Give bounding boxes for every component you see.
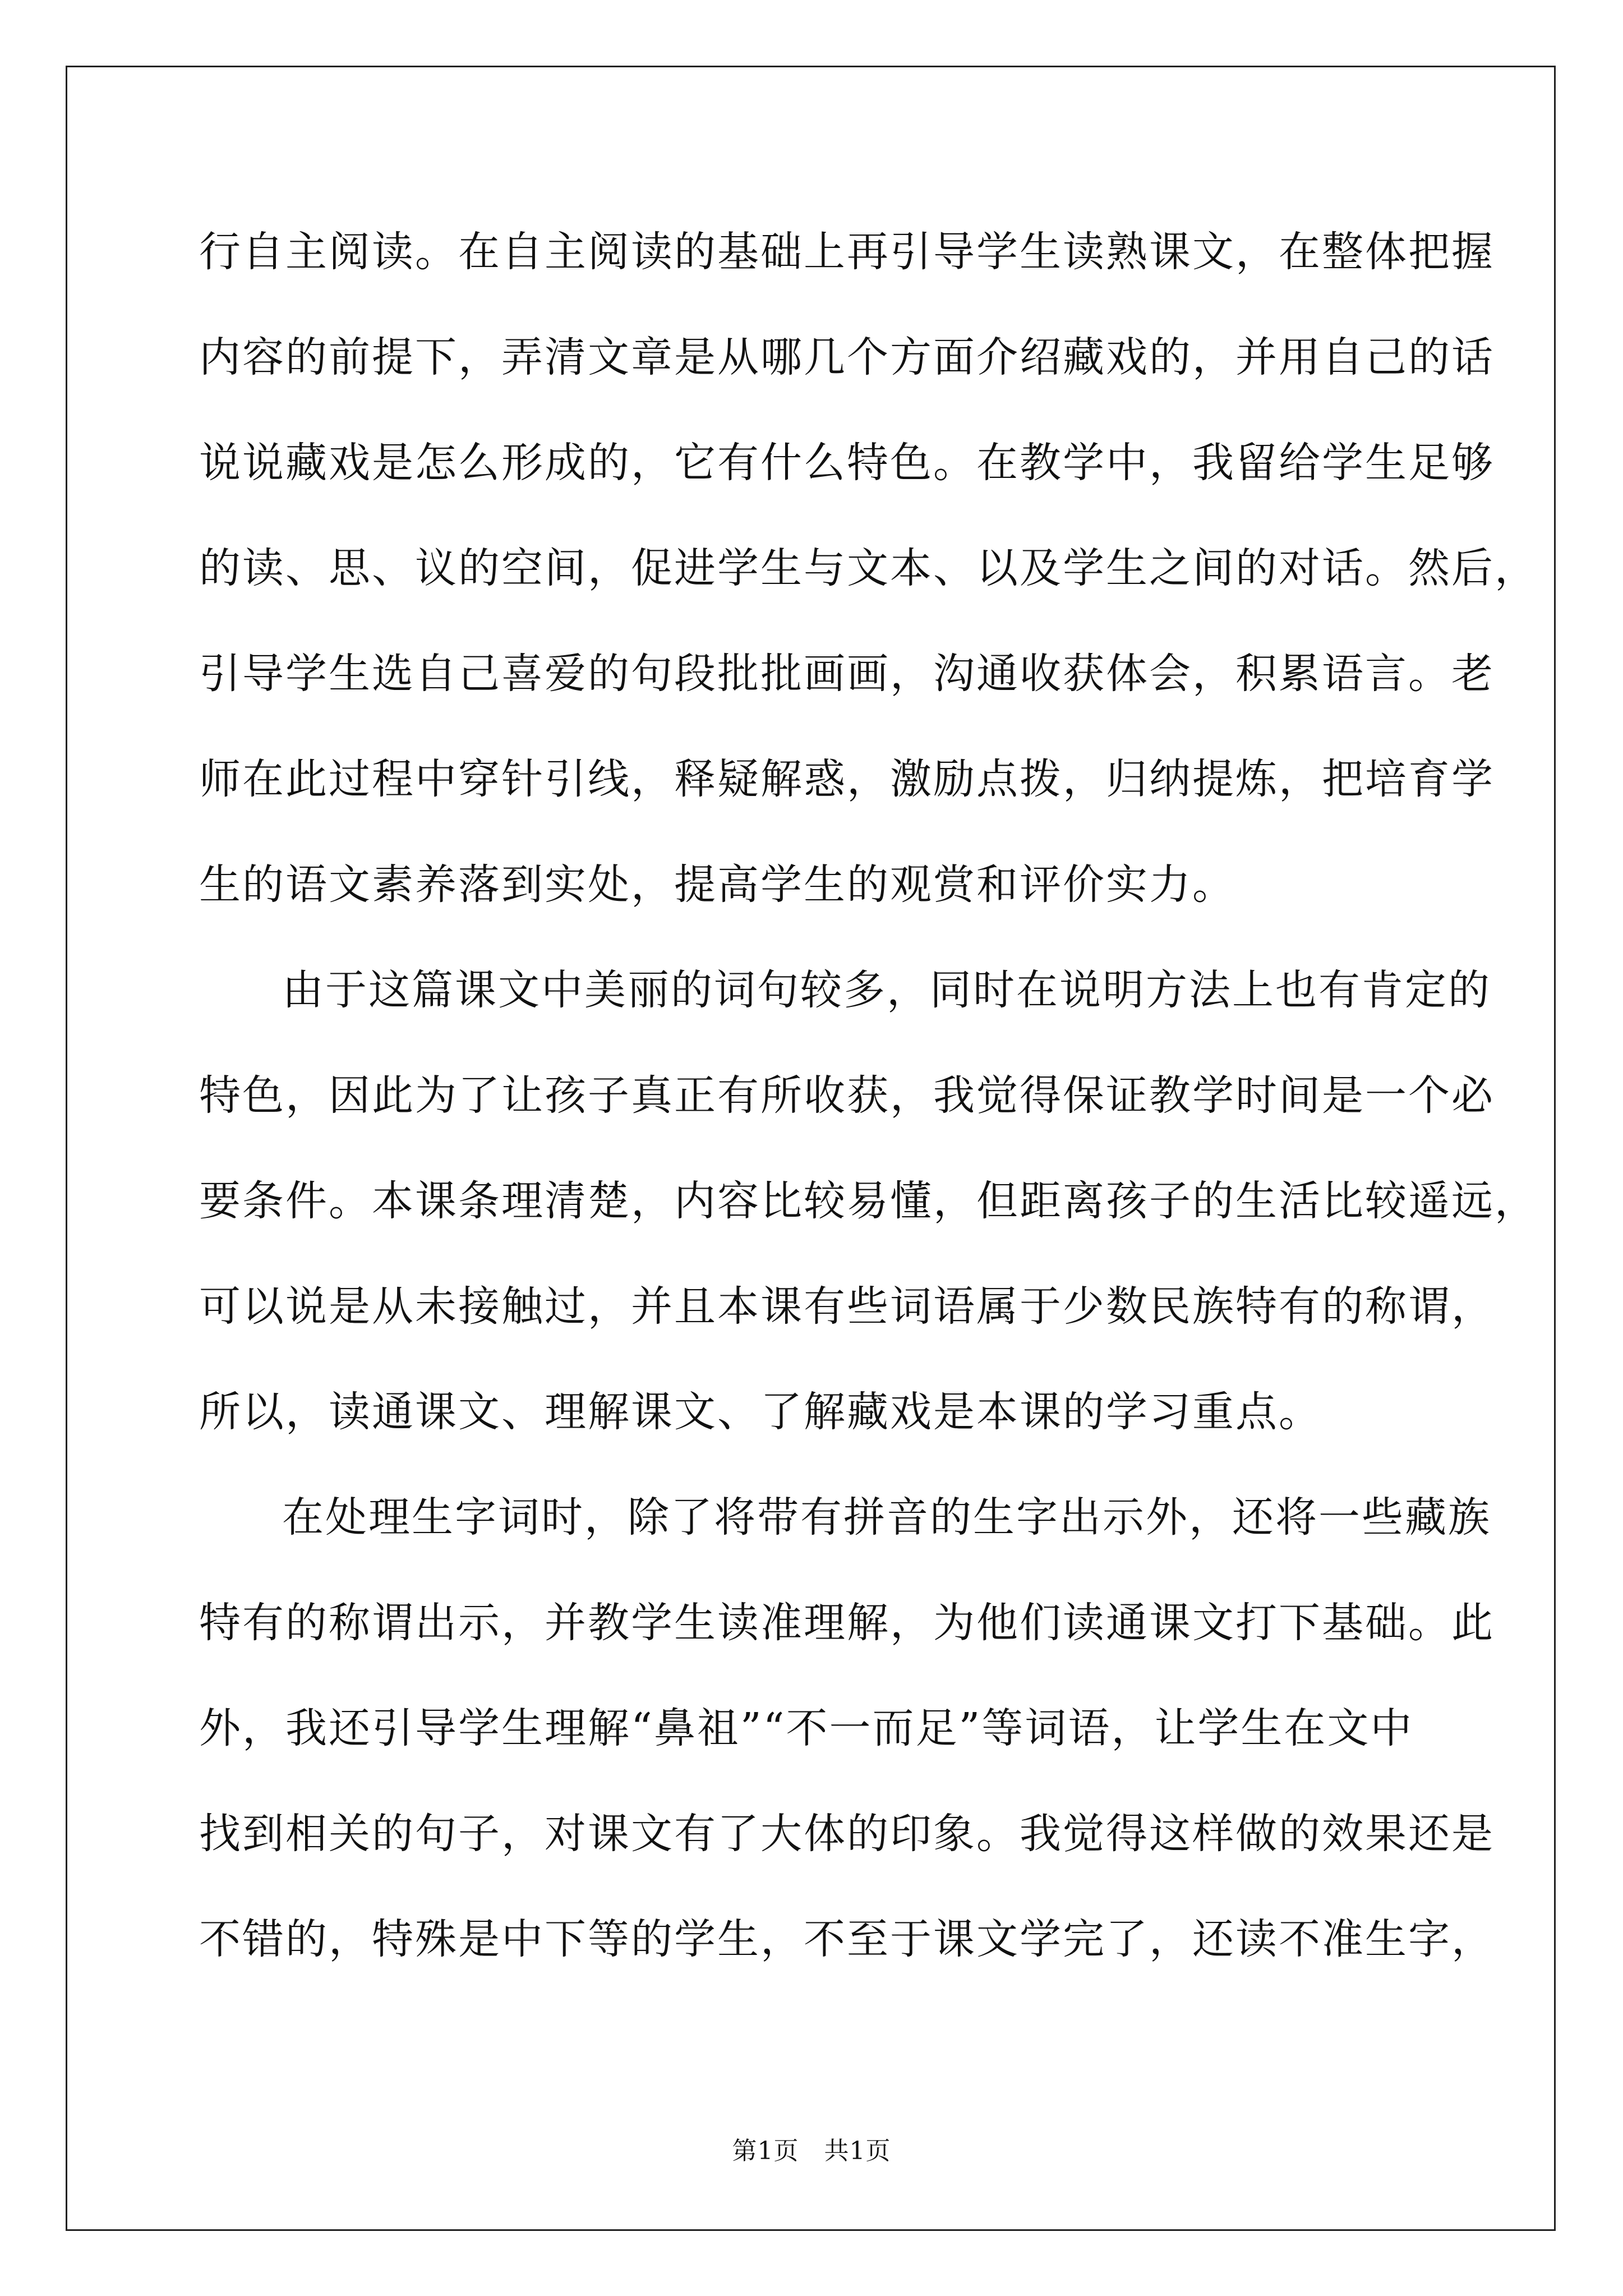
text-line: 不错的，特殊是中下等的学生，不至于课文学完了，还读不准生字， [199, 1915, 1495, 1963]
paragraph-start-line: 由于这篇课文中美丽的词句较多，同时在说明方法上也有肯定的 [282, 966, 1491, 1014]
text-line: 外，我还引导学生理解“鼻祖”“不一而足”等词语，让学生在文中 [199, 1704, 1414, 1752]
text-line: 可以说是从未接触过，并且本课有些词语属于少数民族特有的称谓， [199, 1282, 1495, 1331]
document-body [199, 216, 1538, 2009]
text-line: 特色，因此为了让孩子真正有所收获，我觉得保证教学时间是一个必 [199, 1071, 1495, 1120]
text-line: 生的语文素养落到实处，提高学生的观赏和评价实力。 [199, 861, 1235, 909]
text-line: 找到相关的句子，对课文有了大体的印象。我觉得这样做的效果还是 [199, 1810, 1495, 1858]
text-line: 要条件。本课条理清楚，内容比较易懂，但距离孩子的生活比较遥远， [199, 1177, 1538, 1225]
text-line: 行自主阅读。在自主阅读的基础上再引导学生读熟课文，在整体把握 [199, 228, 1495, 276]
text-line: 所以，读通课文、理解课文、了解藏戏是本课的学习重点。 [199, 1388, 1322, 1436]
paragraph-start-line: 在处理生字词时，除了将带有拼音的生字出示外，还将一些藏族 [282, 1493, 1491, 1542]
text-line: 内容的前提下，弄清文章是从哪几个方面介绍藏戏的，并用自己的话 [199, 333, 1495, 381]
text-line: 师在此过程中穿针引线，释疑解惑，激励点拨，归纳提炼，把培育学 [199, 755, 1495, 803]
page-number-footer: 第1页 共1页 [732, 2137, 891, 2165]
text-line: 特有的称谓出示，并教学生读准理解，为他们读通课文打下基础。此 [199, 1599, 1495, 1647]
text-line: 引导学生选自己喜爱的句段批批画画，沟通收获体会，积累语言。老 [199, 650, 1495, 698]
text-line: 说说藏戏是怎么形成的，它有什么特色。在教学中，我留给学生足够 [199, 439, 1495, 487]
text-line: 的读、思、议的空间，促进学生与文本、以及学生之间的对话。然后， [199, 544, 1538, 592]
